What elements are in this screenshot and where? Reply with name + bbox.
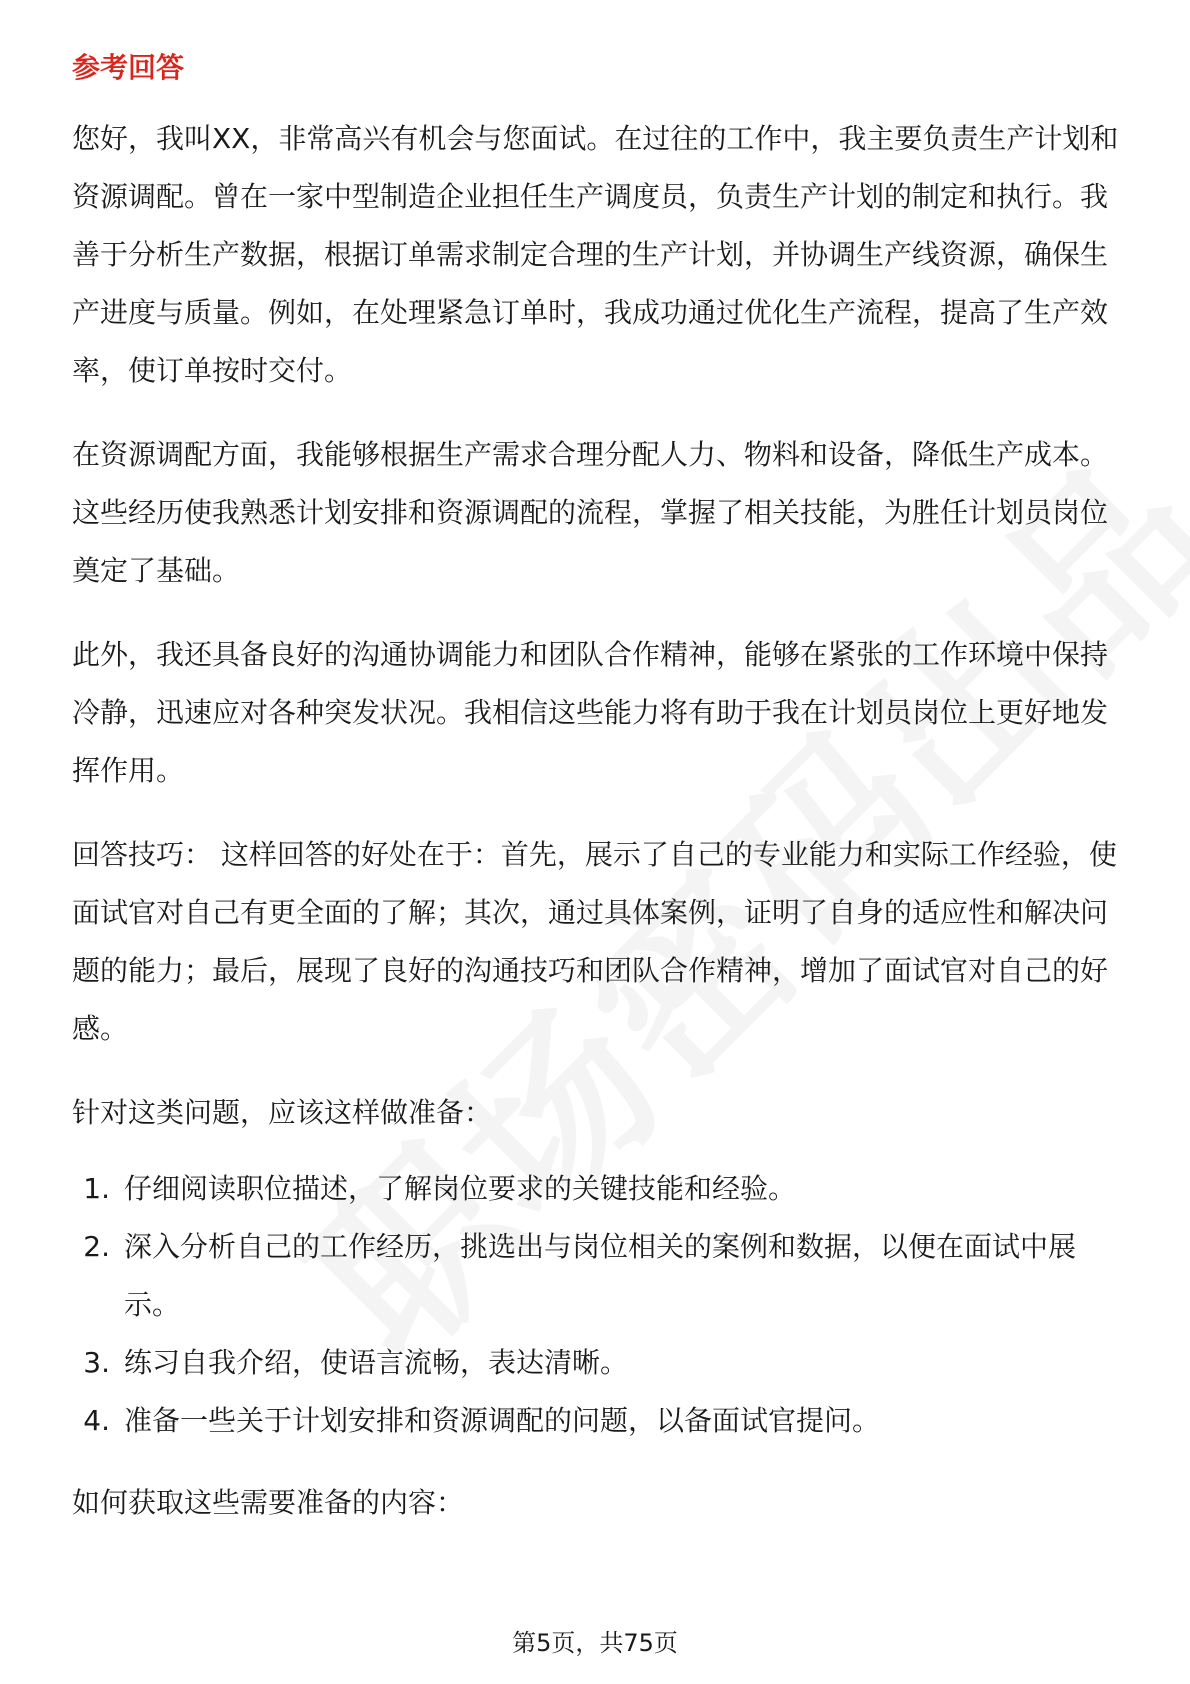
page-footer: 第5页，共75页: [512, 1629, 678, 1657]
list-text: 深入分析自己的工作经历，挑选出与岗位相关的案例和数据，以便在面试中展示。: [124, 1230, 1077, 1321]
paragraph-answer-tips: 回答技巧： 这样回答的好处在于：首先，展示了自己的专业能力和实际工作经验，使面试官对自己有更全面的了解；其次，通过具体案例，证明了自身的适应性和解决问题的能力；最后，展现了良好的沟通技巧和团队合作精神，增加了面试官对自己的好感。: [72, 838, 1117, 1045]
list-item: [72, 1218, 1122, 1334]
list-number: 3.: [83, 1346, 110, 1379]
section-title: 参考回答: [72, 51, 185, 84]
list-number: 2.: [83, 1230, 110, 1263]
list-item: [72, 1392, 1122, 1450]
list-text: 仔细阅读职位描述，了解岗位要求的关键技能和经验。: [124, 1172, 797, 1205]
paragraph-closing: 如何获取这些需要准备的内容：: [72, 1486, 465, 1519]
list-item: [72, 1160, 1122, 1218]
list-text: 练习自我介绍，使语言流畅，表达清晰。: [124, 1346, 629, 1379]
list-number: 4.: [83, 1404, 110, 1437]
paragraph-prep-heading: 针对这类问题，应该这样做准备：: [72, 1096, 493, 1129]
content-body: [72, 48, 1122, 1558]
paragraph-skills: 此外，我还具备良好的沟通协调能力和团队合作精神，能够在紧张的工作环境中保持冷静，迅速应对各种突发状况。我相信这些能力将有助于我在计划员岗位上更好地发挥作用。: [72, 638, 1109, 787]
list-item: [72, 1334, 1122, 1392]
list-number: 1.: [83, 1172, 110, 1205]
paragraph-intro: 您好，我叫XX，非常高兴有机会与您面试。在过往的工作中，我主要负责生产计划和资源调配。曾在一家中型制造企业担任生产调度员，负责生产计划的制定和执行。我善于分析生产数据，根据订单需求制定合理的生产计划，并协调生产线资源，确保生产进度与质量。例如，在处理紧急订单时，我成功通过优化生产流程，提高了生产效率，使订单按时交付。: [72, 122, 1119, 387]
list-text: 准备一些关于计划安排和资源调配的问题，以备面试官提问。: [124, 1404, 881, 1437]
prep-list: [72, 1160, 1122, 1450]
paragraph-resources: 在资源调配方面，我能够根据生产需求合理分配人力、物料和设备，降低生产成本。这些经历使我熟悉计划安排和资源调配的流程，掌握了相关技能，为胜任计划员岗位奠定了基础。: [72, 438, 1109, 587]
